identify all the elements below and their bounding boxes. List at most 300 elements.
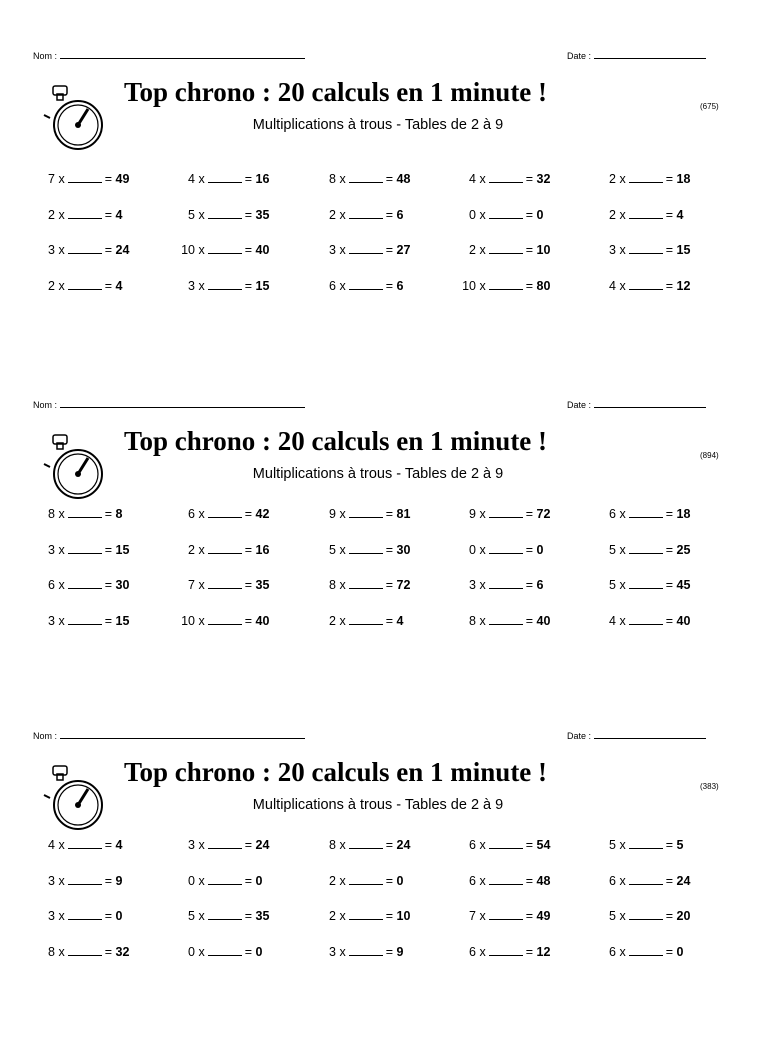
multiplicand: 6	[609, 507, 616, 521]
exercise-item	[33, 577, 129, 592]
product: 6	[396, 207, 404, 222]
exercise-item	[314, 873, 403, 888]
product: 49	[115, 172, 130, 186]
exercise-item	[314, 837, 410, 852]
answer-blank[interactable]	[629, 207, 663, 219]
exercise-row	[0, 542, 768, 578]
equals-sign: =	[385, 243, 394, 257]
answer-blank[interactable]	[208, 908, 242, 920]
product: 80	[536, 278, 551, 293]
exercise-item	[314, 577, 410, 592]
exercise-item	[454, 944, 550, 959]
name-field[interactable]	[33, 398, 305, 410]
product: 32	[536, 172, 551, 186]
equals-sign: =	[385, 507, 394, 521]
equals-sign: =	[525, 507, 534, 521]
equals-sign: =	[244, 507, 253, 521]
operator: x	[58, 172, 65, 186]
product: 40	[536, 613, 551, 628]
multiplicand: 5	[609, 909, 616, 923]
name-field[interactable]	[33, 49, 305, 61]
operator: x	[479, 507, 486, 521]
answer-blank[interactable]	[349, 542, 383, 554]
exercise-item	[314, 207, 403, 222]
multiplicand: 0	[469, 207, 476, 222]
operator: x	[619, 613, 626, 628]
answer-blank[interactable]	[68, 944, 102, 956]
multiplicand: 4	[48, 838, 55, 852]
operator: x	[198, 172, 205, 186]
equals-sign: =	[385, 838, 394, 852]
multiplicand: 9	[329, 507, 336, 521]
equals-sign: =	[104, 172, 113, 186]
answer-blank[interactable]	[349, 873, 383, 885]
multiplicand: 3	[469, 578, 476, 592]
product: 24	[255, 838, 270, 852]
answer-blank[interactable]	[68, 837, 102, 849]
equals-sign: =	[385, 207, 394, 222]
equals-sign: =	[104, 542, 113, 557]
multiplicand: 0	[188, 873, 195, 888]
equals-sign: =	[104, 507, 113, 521]
multiplicand: 3	[48, 542, 55, 557]
product: 6	[536, 578, 544, 592]
multiplicand: 6	[469, 838, 476, 852]
product: 12	[536, 944, 551, 959]
equals-sign: =	[665, 873, 674, 888]
answer-blank[interactable]	[489, 207, 523, 219]
date-line[interactable]	[594, 729, 706, 739]
date-label: Date :	[567, 731, 592, 741]
exercise-row	[0, 242, 768, 278]
multiplicand: 8	[48, 507, 55, 521]
product: 25	[676, 542, 691, 557]
multiplicand: 5	[329, 542, 336, 557]
date-label: Date :	[567, 400, 592, 410]
product: 15	[115, 542, 130, 557]
date-line[interactable]	[594, 49, 706, 59]
equals-sign: =	[525, 838, 534, 852]
answer-blank[interactable]	[208, 873, 242, 885]
exercise-item	[454, 908, 550, 923]
product: 27	[396, 243, 411, 257]
equals-sign: =	[525, 278, 534, 293]
multiplicand: 2	[188, 542, 195, 557]
answer-blank[interactable]	[208, 613, 242, 625]
product: 49	[536, 909, 551, 923]
name-field[interactable]	[33, 729, 305, 741]
multiplicand: 4	[469, 172, 476, 186]
product: 35	[255, 207, 270, 222]
answer-blank[interactable]	[349, 278, 383, 290]
exercise-item	[33, 171, 129, 186]
multiplicand: 3	[48, 613, 55, 628]
exercise-row	[0, 837, 768, 873]
product: 9	[396, 944, 404, 959]
answer-blank[interactable]	[349, 908, 383, 920]
equals-sign: =	[385, 873, 394, 888]
operator: x	[619, 172, 626, 186]
exercise-item	[594, 542, 690, 557]
operator: x	[58, 278, 65, 293]
product: 15	[115, 613, 130, 628]
product: 0	[676, 944, 684, 959]
answer-blank[interactable]	[208, 506, 242, 518]
date-label: Date :	[567, 51, 592, 61]
stopwatch-icon	[42, 85, 110, 153]
operator: x	[198, 243, 205, 257]
answer-blank[interactable]	[208, 542, 242, 554]
exercise-item	[173, 873, 262, 888]
worksheet-3	[0, 729, 768, 1059]
operator: x	[339, 507, 346, 521]
answer-blank[interactable]	[349, 837, 383, 849]
product: 30	[115, 578, 130, 592]
answer-blank[interactable]	[629, 542, 663, 554]
equals-sign: =	[525, 909, 534, 923]
operator: x	[479, 909, 486, 923]
equals-sign: =	[385, 909, 394, 923]
equals-sign: =	[665, 278, 674, 293]
equals-sign: =	[104, 243, 113, 257]
exercise-item	[594, 613, 690, 628]
exercise-item	[173, 837, 269, 852]
answer-blank[interactable]	[68, 542, 102, 554]
answer-blank[interactable]	[489, 873, 523, 885]
exercise-item	[594, 837, 683, 852]
answer-blank[interactable]	[68, 908, 102, 920]
equals-sign: =	[244, 578, 253, 592]
product: 72	[536, 507, 551, 521]
operator: x	[339, 578, 346, 592]
product: 9	[115, 873, 123, 888]
product: 40	[676, 613, 691, 628]
answer-blank[interactable]	[68, 873, 102, 885]
multiplicand: 2	[329, 873, 336, 888]
product: 15	[676, 243, 691, 257]
exercise-item	[594, 908, 690, 923]
multiplicand: 3	[48, 873, 55, 888]
answer-blank[interactable]	[489, 577, 523, 589]
answer-blank[interactable]	[208, 944, 242, 956]
product: 40	[255, 243, 270, 257]
operator: x	[339, 838, 346, 852]
exercise-item	[33, 908, 122, 923]
answer-blank[interactable]	[489, 908, 523, 920]
answer-blank[interactable]	[629, 278, 663, 290]
answer-blank[interactable]	[489, 837, 523, 849]
operator: x	[198, 507, 205, 521]
answer-blank[interactable]	[349, 171, 383, 183]
multiplicand: 3	[609, 243, 616, 257]
multiplicand: 8	[329, 172, 336, 186]
equals-sign: =	[665, 613, 674, 628]
equals-sign: =	[665, 207, 674, 222]
operator: x	[58, 578, 65, 592]
multiplicand: 2	[609, 172, 616, 186]
equals-sign: =	[104, 578, 113, 592]
product: 81	[396, 507, 411, 521]
exercise-row	[0, 944, 768, 980]
exercise-item	[173, 207, 269, 222]
exercise-item	[33, 242, 129, 257]
exercise-row	[0, 278, 768, 314]
product: 0	[255, 944, 263, 959]
answer-blank[interactable]	[489, 506, 523, 518]
product: 35	[255, 909, 270, 923]
answer-blank[interactable]	[489, 278, 523, 290]
operator: x	[619, 909, 626, 923]
operator: x	[198, 278, 205, 293]
equals-sign: =	[525, 172, 534, 186]
multiplicand: 2	[48, 207, 55, 222]
exercise-item	[173, 542, 269, 557]
exercise-row	[0, 577, 768, 613]
exercise-item	[454, 613, 550, 628]
equals-sign: =	[104, 207, 113, 222]
equals-sign: =	[104, 944, 113, 959]
answer-blank[interactable]	[208, 171, 242, 183]
equals-sign: =	[665, 909, 674, 923]
exercise-item	[454, 506, 550, 521]
product: 0	[396, 873, 404, 888]
exercise-item	[454, 171, 550, 186]
exercise-item	[33, 207, 122, 222]
product: 24	[676, 873, 691, 888]
equals-sign: =	[244, 944, 253, 959]
multiplicand: 10	[181, 613, 195, 628]
answer-blank[interactable]	[349, 242, 383, 254]
multiplicand: 3	[48, 909, 55, 923]
answer-blank[interactable]	[68, 278, 102, 290]
operator: x	[619, 873, 626, 888]
equals-sign: =	[665, 542, 674, 557]
answer-blank[interactable]	[489, 171, 523, 183]
product: 72	[396, 578, 411, 592]
exercise-item	[594, 171, 690, 186]
stopwatch-icon	[42, 434, 110, 502]
multiplicand: 6	[469, 873, 476, 888]
operator: x	[339, 944, 346, 959]
exercise-item	[314, 908, 410, 923]
answer-blank[interactable]	[629, 171, 663, 183]
answer-blank[interactable]	[208, 837, 242, 849]
answer-blank[interactable]	[629, 506, 663, 518]
multiplicand: 3	[48, 243, 55, 257]
worksheet-code: (675)	[700, 102, 719, 111]
equals-sign: =	[244, 278, 253, 293]
answer-blank[interactable]	[489, 944, 523, 956]
product: 35	[255, 578, 270, 592]
equals-sign: =	[385, 613, 394, 628]
answer-blank[interactable]	[349, 506, 383, 518]
exercise-item	[33, 278, 122, 293]
operator: x	[198, 542, 205, 557]
operator: x	[198, 207, 205, 222]
exercise-item	[173, 171, 269, 186]
equals-sign: =	[665, 578, 674, 592]
multiplicand: 2	[469, 243, 476, 257]
multiplicand: 6	[609, 873, 616, 888]
answer-blank[interactable]	[68, 207, 102, 219]
equals-sign: =	[525, 243, 534, 257]
multiplicand: 6	[48, 578, 55, 592]
answer-blank[interactable]	[629, 908, 663, 920]
operator: x	[479, 243, 486, 257]
equals-sign: =	[385, 944, 394, 959]
product: 20	[676, 909, 691, 923]
answer-blank[interactable]	[208, 242, 242, 254]
exercise-grid	[0, 171, 768, 313]
exercise-row	[0, 207, 768, 243]
exercise-item	[173, 908, 269, 923]
product: 24	[396, 838, 411, 852]
answer-blank[interactable]	[489, 542, 523, 554]
operator: x	[58, 909, 65, 923]
equals-sign: =	[244, 873, 253, 888]
multiplicand: 6	[469, 944, 476, 959]
operator: x	[479, 838, 486, 852]
product: 8	[115, 507, 123, 521]
operator: x	[479, 944, 486, 959]
answer-blank[interactable]	[208, 278, 242, 290]
answer-blank[interactable]	[349, 613, 383, 625]
answer-blank[interactable]	[208, 577, 242, 589]
answer-blank[interactable]	[349, 577, 383, 589]
exercise-item	[594, 207, 683, 222]
product: 4	[396, 613, 404, 628]
equals-sign: =	[104, 909, 113, 923]
date-line[interactable]	[594, 398, 706, 408]
multiplicand: 5	[609, 838, 616, 852]
answer-blank[interactable]	[208, 207, 242, 219]
multiplicand: 6	[188, 507, 195, 521]
exercise-row	[0, 908, 768, 944]
equals-sign: =	[525, 873, 534, 888]
product: 54	[536, 838, 551, 852]
answer-blank[interactable]	[68, 242, 102, 254]
operator: x	[339, 613, 346, 628]
answer-blank[interactable]	[629, 944, 663, 956]
equals-sign: =	[244, 542, 253, 557]
operator: x	[339, 873, 346, 888]
answer-blank[interactable]	[349, 944, 383, 956]
equals-sign: =	[244, 613, 253, 628]
answer-blank[interactable]	[68, 613, 102, 625]
worksheet-title: Top chrono : 20 calculs en 1 minute !	[124, 757, 548, 787]
multiplicand: 4	[609, 278, 616, 293]
date-field[interactable]	[567, 49, 706, 61]
answer-blank[interactable]	[489, 242, 523, 254]
answer-blank[interactable]	[629, 613, 663, 625]
equals-sign: =	[665, 944, 674, 959]
answer-blank[interactable]	[489, 613, 523, 625]
product: 0	[536, 207, 544, 222]
worksheet-2	[0, 398, 768, 728]
answer-blank[interactable]	[68, 171, 102, 183]
operator: x	[479, 542, 486, 557]
operator: x	[58, 613, 65, 628]
operator: x	[198, 613, 205, 628]
exercise-item	[454, 542, 543, 557]
operator: x	[58, 542, 65, 557]
worksheet-code: (383)	[700, 782, 719, 791]
operator: x	[198, 944, 205, 959]
exercise-item	[594, 506, 690, 521]
operator: x	[58, 944, 65, 959]
answer-blank[interactable]	[68, 506, 102, 518]
exercise-item	[594, 278, 690, 293]
product: 16	[255, 172, 270, 186]
operator: x	[339, 172, 346, 186]
operator: x	[339, 278, 346, 293]
exercise-item	[173, 944, 262, 959]
equals-sign: =	[104, 873, 113, 888]
product: 42	[255, 507, 270, 521]
multiplicand: 0	[469, 542, 476, 557]
name-label: Nom :	[33, 400, 58, 410]
name-label: Nom :	[33, 51, 58, 61]
name-line[interactable]	[60, 398, 305, 408]
exercise-item	[33, 542, 129, 557]
worksheet-title: Top chrono : 20 calculs en 1 minute !	[124, 426, 548, 456]
exercise-item	[314, 506, 410, 521]
multiplicand: 5	[188, 207, 195, 222]
answer-blank[interactable]	[629, 873, 663, 885]
operator: x	[339, 542, 346, 557]
multiplicand: 2	[329, 207, 336, 222]
answer-blank[interactable]	[349, 207, 383, 219]
exercise-item	[454, 837, 550, 852]
name-line[interactable]	[60, 729, 305, 739]
date-field[interactable]	[567, 729, 706, 741]
multiplicand: 5	[609, 578, 616, 592]
exercise-item	[314, 944, 403, 959]
operator: x	[479, 613, 486, 628]
answer-blank[interactable]	[629, 577, 663, 589]
operator: x	[198, 909, 205, 923]
product: 0	[536, 542, 544, 557]
product: 10	[536, 243, 551, 257]
operator: x	[479, 207, 486, 222]
exercise-item	[314, 278, 403, 293]
exercise-item	[454, 207, 543, 222]
product: 48	[536, 873, 551, 888]
answer-blank[interactable]	[68, 577, 102, 589]
answer-blank[interactable]	[629, 837, 663, 849]
name-line[interactable]	[60, 49, 305, 59]
product: 12	[676, 278, 691, 293]
product: 4	[676, 207, 684, 222]
equals-sign: =	[665, 838, 674, 852]
product: 48	[396, 172, 411, 186]
exercise-item	[33, 873, 122, 888]
date-field[interactable]	[567, 398, 706, 410]
multiplicand: 2	[329, 613, 336, 628]
answer-blank[interactable]	[629, 242, 663, 254]
multiplicand: 7	[48, 172, 55, 186]
operator: x	[479, 172, 486, 186]
multiplicand: 10	[181, 243, 195, 257]
product: 45	[676, 578, 691, 592]
product: 15	[255, 278, 270, 293]
product: 4	[115, 207, 123, 222]
equals-sign: =	[385, 172, 394, 186]
product: 4	[115, 838, 123, 852]
multiplicand: 7	[469, 909, 476, 923]
multiplicand: 4	[188, 172, 195, 186]
exercise-row	[0, 171, 768, 207]
